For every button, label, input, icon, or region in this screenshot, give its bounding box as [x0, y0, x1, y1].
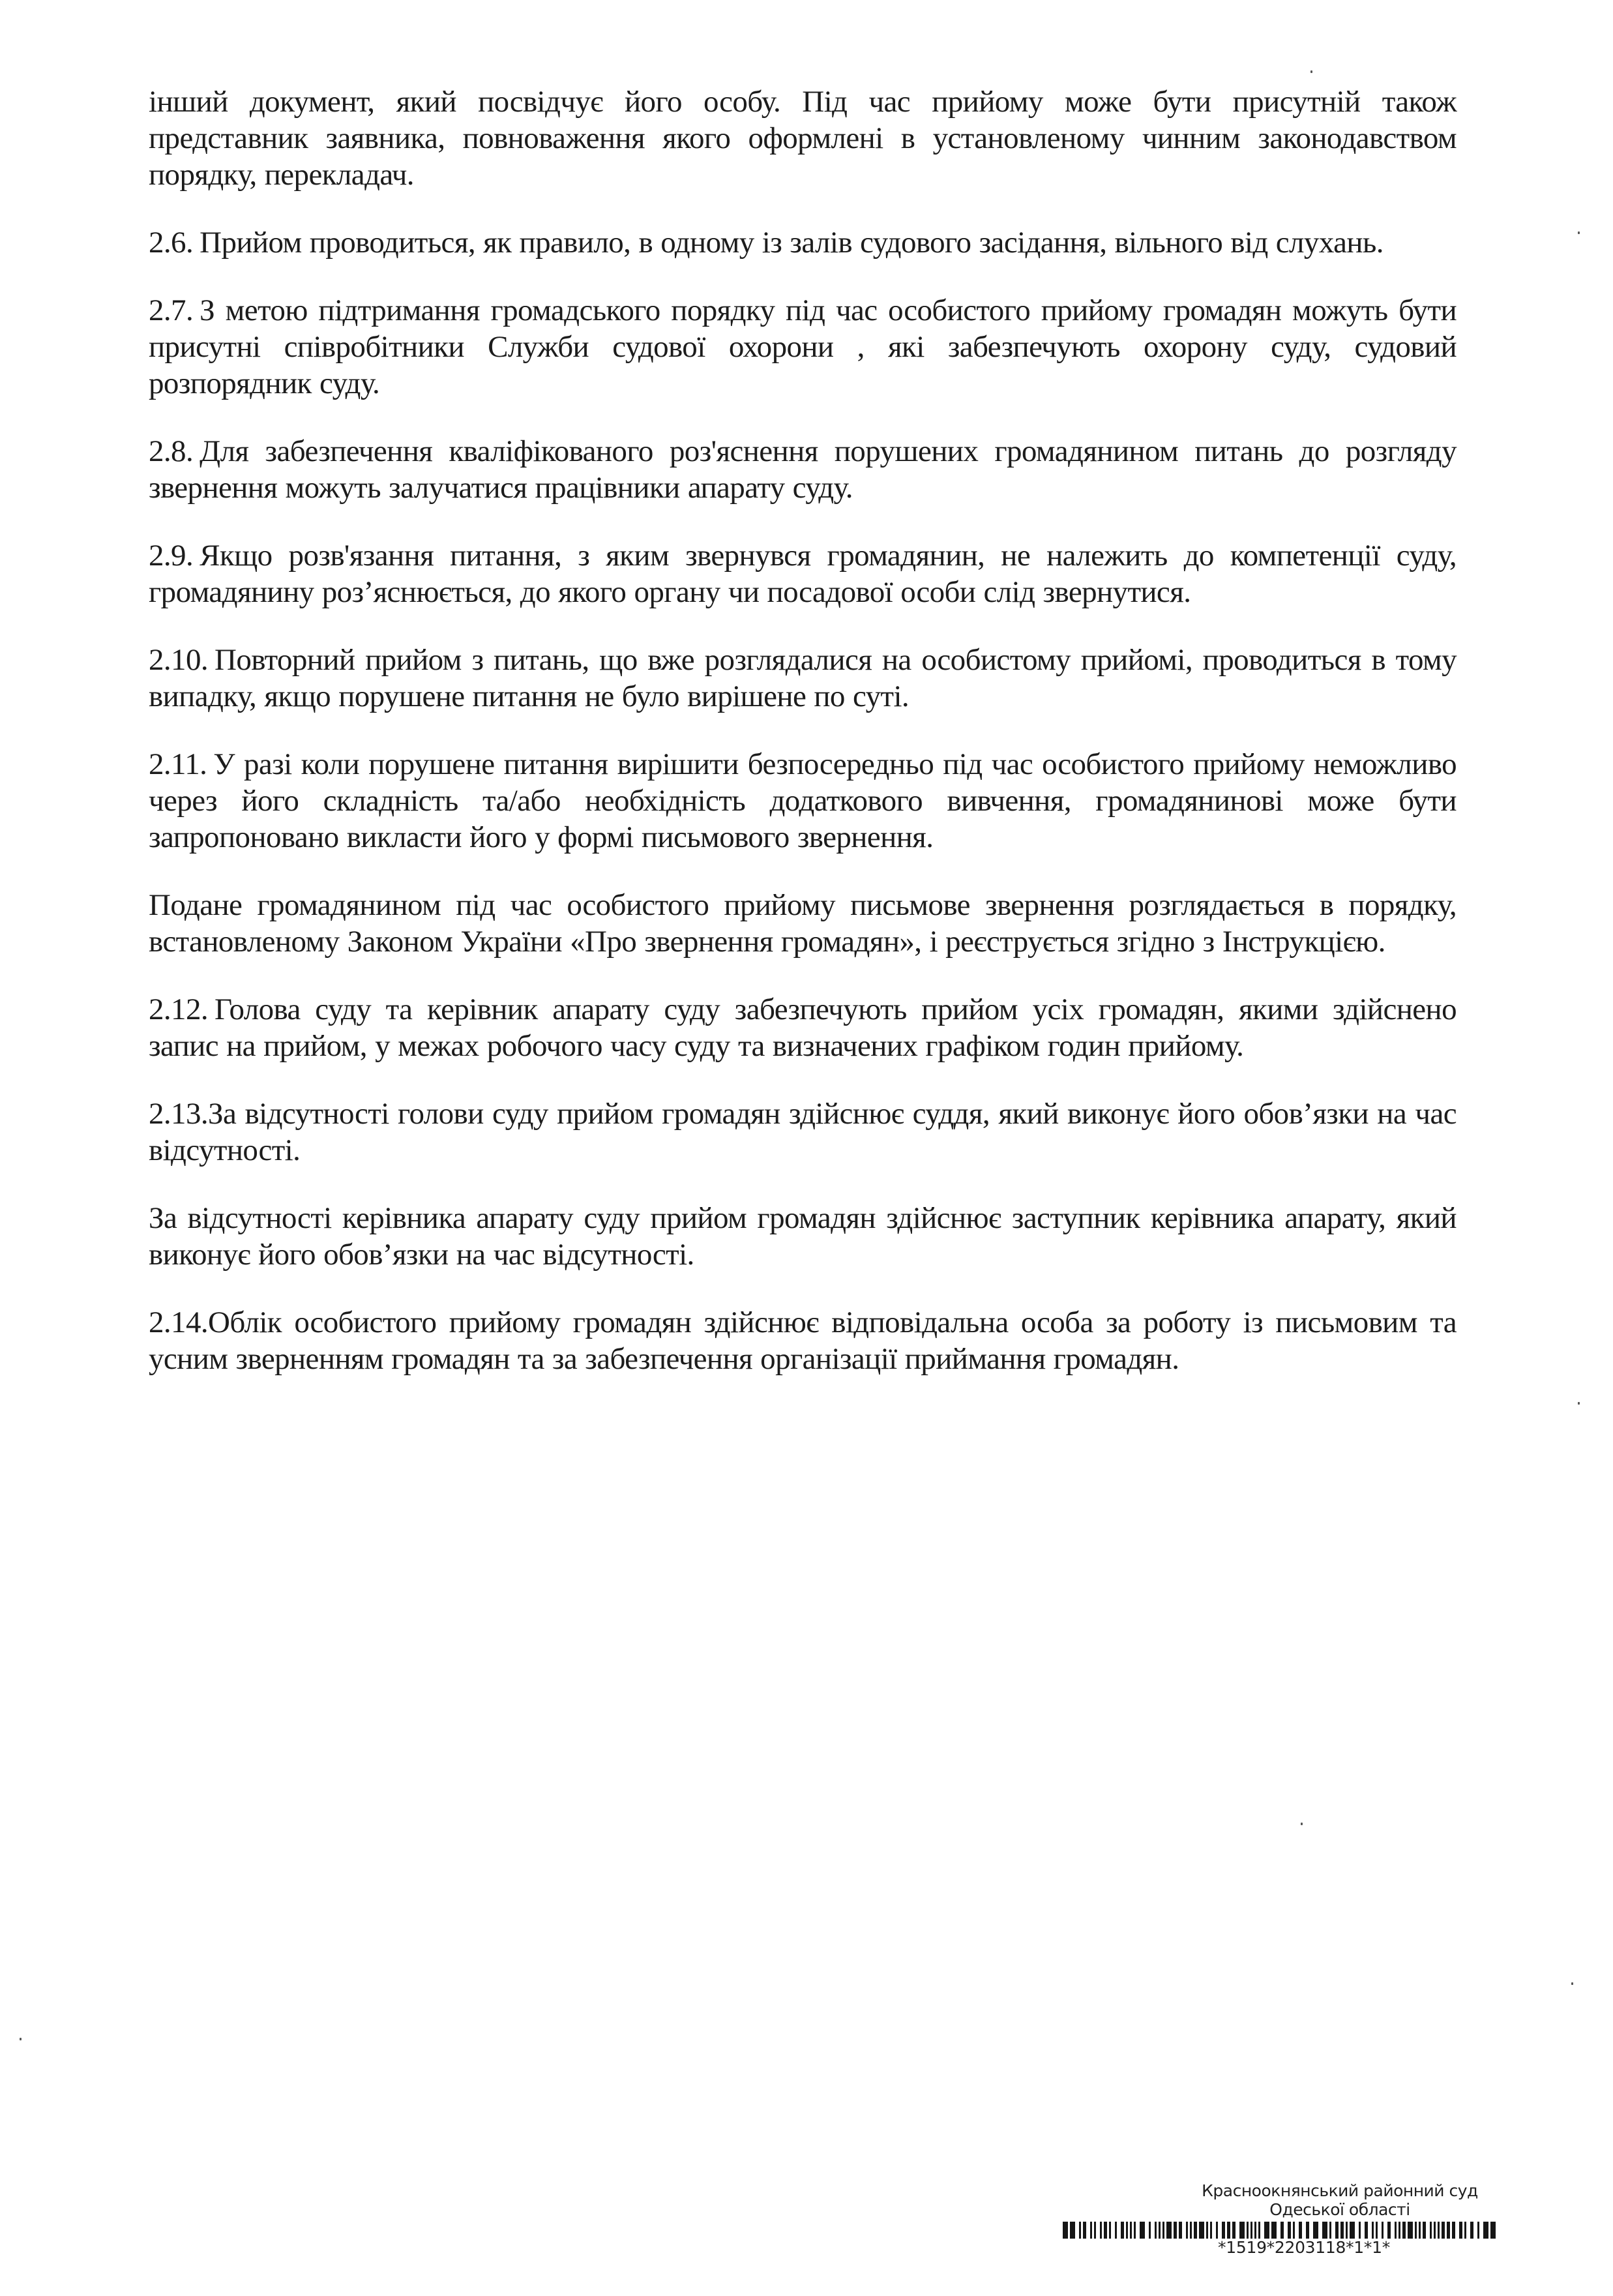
barcode-bar [1340, 2222, 1344, 2239]
paragraph-text: З метою підтримання громадського порядку під час особистого прийому громадян можуть бути присутні співробітники Служби судової охорони , які забезпечують охорону суду, судовий розпорядник суду. [149, 293, 1457, 400]
barcode-bar [1159, 2222, 1161, 2239]
paragraph-2-13-continued [149, 1200, 1457, 1273]
barcode-bar [1398, 2222, 1400, 2239]
paragraph-text: Для забезпечення кваліфікованого роз'яснення порушених громадянином питань до розгляду звернення можуть залучатися працівники апарату суду. [149, 434, 1457, 505]
barcode-bar [1434, 2222, 1436, 2239]
court-name: Красноокнянський районний суд [1202, 2181, 1478, 2200]
barcode-bar [1470, 2222, 1473, 2239]
paragraph-number: 2.10. [149, 643, 209, 677]
barcode-bar [1155, 2222, 1157, 2239]
barcode-bar [1415, 2222, 1417, 2239]
barcode-bar [1100, 2222, 1102, 2239]
barcode-bar [1483, 2222, 1488, 2239]
paragraph-text: Повторний прийом з питань, що вже розглядалися на особистому прийомі, проводиться в тому випадку, якщо порушене питання не було вирішене по суті. [149, 643, 1457, 713]
barcode-bar [1254, 2222, 1256, 2239]
barcode-bar [1350, 2222, 1355, 2239]
barcode-bar [1408, 2222, 1413, 2239]
paragraph-number: 2.14. [149, 1305, 209, 1339]
scan-speck [1578, 1402, 1580, 1405]
paragraph-number: 2.6. [149, 226, 194, 260]
paragraph-2-14 [149, 1304, 1457, 1377]
barcode-bar [1322, 2222, 1327, 2239]
barcode-bar [1130, 2222, 1132, 2239]
barcode-bar [1239, 2222, 1245, 2239]
paragraph-number: 2.8. [149, 434, 194, 468]
barcode-bar [1376, 2222, 1378, 2239]
barcode-bar [1299, 2222, 1302, 2239]
paragraph-number: 2.13. [149, 1097, 209, 1131]
barcode-bar [1288, 2222, 1291, 2239]
barcode-bar [1395, 2222, 1397, 2239]
barcode-bar [1134, 2222, 1136, 2239]
barcode-bar [1227, 2222, 1230, 2239]
paragraph-2-7 [149, 292, 1457, 402]
barcode-bar [1210, 2222, 1212, 2239]
document-body [149, 83, 1457, 1409]
barcode-bar [1280, 2222, 1284, 2239]
barcode-bar [1359, 2222, 1361, 2239]
scan-speck [1301, 1823, 1303, 1825]
barcode-bar [1179, 2222, 1182, 2239]
barcode-bar [1372, 2222, 1374, 2239]
barcode-bar [1293, 2222, 1295, 2239]
paragraph-2-8 [149, 433, 1457, 506]
paragraph-2-12 [149, 991, 1457, 1064]
paragraph-text: Якщо розв'язання питання, з яким звернувся громадянин, не належить до компетенції суду, громадянину роз’яснюється, до якого органу чи посадової особи слід звернутися. [149, 539, 1457, 609]
barcode-bar [1222, 2222, 1225, 2239]
barcode-number: *1519*2203118*1*1* [1218, 2238, 1390, 2257]
paragraph-2-13 [149, 1096, 1457, 1169]
barcode-bar [1247, 2222, 1249, 2239]
paragraph-text: інший документ, який посвідчує його особу. Під час прийому може бути присутній також представник заявника, повноваження якого оформлені в установленому чинним законодавством порядку, перекладач. [149, 85, 1457, 192]
paragraph-2-10 [149, 642, 1457, 715]
paragraph-2-11 [149, 746, 1457, 856]
barcode-bar [1063, 2222, 1068, 2239]
barcode-bar [1382, 2222, 1384, 2239]
barcode-bar [1199, 2222, 1204, 2239]
barcode-bar [1104, 2222, 1107, 2239]
paragraph-2-9 [149, 537, 1457, 610]
barcode-bar [1190, 2222, 1192, 2239]
paragraph-2-6 [149, 224, 1457, 261]
barcode-bar [1365, 2222, 1368, 2239]
barcode-bar [1166, 2222, 1172, 2239]
paragraph-text: Облік особистого прийому громадян здійснює відповідальна особа за роботу із письмовим та усним зверненням громадян та за забезпечення організації приймання громадян. [149, 1305, 1457, 1376]
barcode-bar [1126, 2222, 1128, 2239]
barcode-bar [1459, 2222, 1462, 2239]
barcode-icon [1043, 2222, 1539, 2239]
barcode-bar [1079, 2222, 1081, 2239]
barcode-bar [1313, 2222, 1318, 2239]
barcode-bar [1194, 2222, 1197, 2239]
court-region: Одеської області [1269, 2200, 1410, 2219]
barcode-bar [1094, 2222, 1096, 2239]
paragraph-number: 2.12. [149, 992, 209, 1026]
barcode-bar [1335, 2222, 1339, 2239]
scan-speck [1310, 70, 1312, 73]
paragraph-continuation [149, 83, 1457, 193]
barcode-bar [1264, 2222, 1269, 2239]
paragraph-text: За відсутності голови суду прийом громадян здійснює суддя, який виконує його обов’язки на час відсутності. [149, 1097, 1457, 1167]
paragraph-text: Прийом проводиться, як правило, в одному із залів судового засідання, вільного від слухань. [200, 226, 1384, 260]
barcode-bar [1271, 2222, 1277, 2239]
barcode-bar [1115, 2222, 1117, 2239]
barcode-bar [1186, 2222, 1188, 2239]
barcode-bar [1174, 2222, 1177, 2239]
barcode-bar [1442, 2222, 1445, 2239]
paragraph-number: 2.9. [149, 539, 194, 573]
barcode-bar [1140, 2222, 1145, 2239]
barcode-bar [1121, 2222, 1124, 2239]
barcode-bar [1232, 2222, 1236, 2239]
barcode-bar [1490, 2222, 1496, 2239]
barcode-bar [1109, 2222, 1111, 2239]
barcode-bar [1162, 2222, 1164, 2239]
court-stamp [1043, 2181, 1539, 2257]
barcode-bar [1306, 2222, 1309, 2239]
barcode-bar [1329, 2222, 1331, 2239]
barcode-bar [1149, 2222, 1151, 2239]
paragraph-text: У разі коли порушене питання вирішити безпосередньо під час особистого прийому неможливо через його складність та/або необхідність додаткового вивчення, громадянинові може бути запропоновано викласти його у формі письмового звернення. [149, 747, 1457, 854]
scan-speck [1578, 231, 1580, 234]
barcode-bar [1346, 2222, 1348, 2239]
barcode-bar [1387, 2222, 1391, 2239]
barcode-bar [1206, 2222, 1208, 2239]
barcode-bar [1250, 2222, 1252, 2239]
barcode-bar [1083, 2222, 1086, 2239]
barcode-bar [1258, 2222, 1260, 2239]
barcode-bar [1464, 2222, 1466, 2239]
barcode-bar [1430, 2222, 1432, 2239]
paragraph-number: 2.7. [149, 293, 194, 327]
barcode-bar [1419, 2222, 1421, 2239]
paragraph-text: За відсутності керівника апарату суду прийом громадян здійснює заступник керівника апарату, який виконує його обов’язки на час відсутності. [149, 1201, 1457, 1272]
barcode-bar [1477, 2222, 1479, 2239]
barcode-bar [1438, 2222, 1440, 2239]
barcode-bar [1090, 2222, 1092, 2239]
paragraph-number: 2.11. [149, 747, 207, 781]
scan-speck [20, 2038, 22, 2040]
barcode-bar [1452, 2222, 1455, 2239]
barcode-bar [1447, 2222, 1450, 2239]
paragraph-text: Голова суду та керівник апарату суду забезпечують прийом усіх громадян, якими здійснено запис на прийом, у межах робочого часу суду та визначених графіком годин прийому. [149, 992, 1457, 1063]
paragraph-text: Подане громадянином під час особистого прийому письмове звернення розглядається в порядку, встановленому Законом України «Про звернення громадян», і реєструється згідно з Інструкцією. [149, 888, 1457, 959]
barcode-bar [1070, 2222, 1075, 2239]
scan-speck [1571, 1982, 1573, 1985]
barcode-bar [1402, 2222, 1406, 2239]
paragraph-2-11-continued [149, 887, 1457, 960]
barcode-bar [1423, 2222, 1426, 2239]
barcode-bar [1216, 2222, 1218, 2239]
